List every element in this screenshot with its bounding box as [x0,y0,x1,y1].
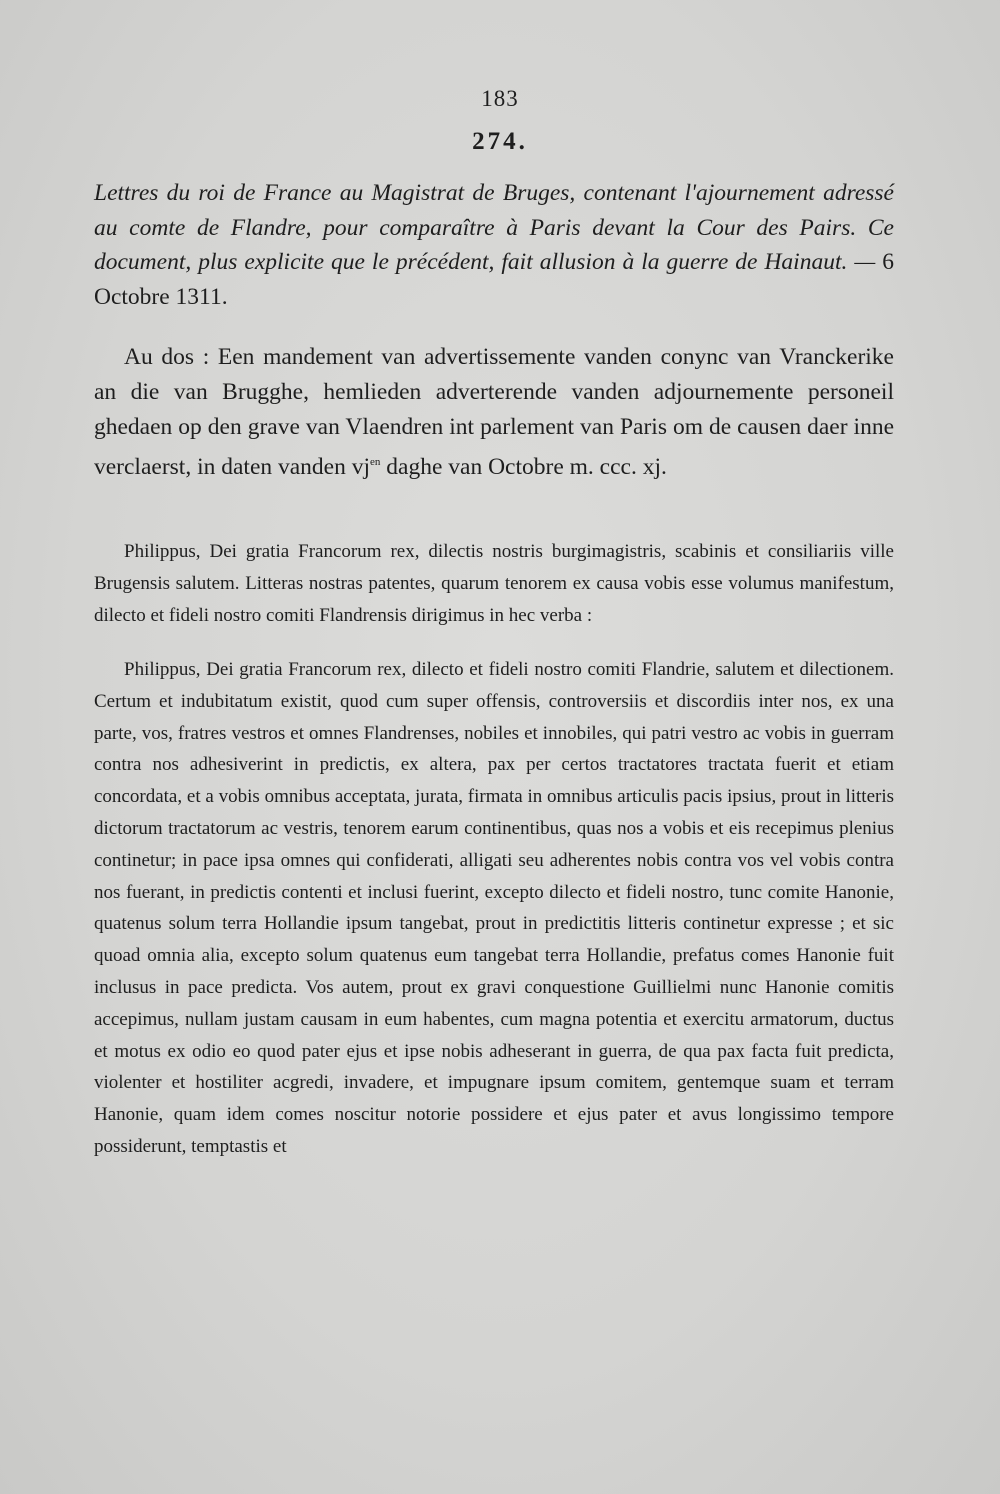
endorsement-text: Au dos : Een mandement van advertissemente vanden conync van Vranckerike an die van Brugghe, hemlieden adverterende vanden adjournemente personeil ghedaen op den grave van Vlaendren int parlement van Paris om de causen daer inne verclaerst, in daten vanden vj [94,344,894,480]
document-summary [94,176,894,314]
latin-paragraph-1: Philippus, Dei gratia Francorum rex, dilectis nostris burgimagistris, scabinis et consiliariis ville Brugensis salutem. Litteras nostras patentes, quarum tenorem ex causa vobis esse volumus manifestum, dilecto et fideli nostro comiti Flandrensis dirigimus in hec verba : [94,541,894,626]
endorsement-paragraph [94,340,894,485]
summary-text: Lettres du roi de France au Magistrat de Bruges, contenant l'ajournement adressé au comte de Flandre, pour comparaître à Paris devant la Cour des Pairs. Ce document, plus explicite que le précédent, fait allusion à la guerre de Hainaut. — [94,180,894,275]
document-number: 274. [472,128,528,155]
page-number: 183 [481,86,519,111]
endorsement-text-end: daghe van Octobre m. ccc. xj. [380,454,667,480]
endorsement-superscript: en [370,456,381,468]
summary-date: 6 Octobre 1311. [94,249,894,310]
latin-paragraph-2: Philippus, Dei gratia Francorum rex, dilecto et fideli nostro comiti Flandrie, salutem et dilectionem. Certum et indubitatum existit, quod cum super offensis, controversiis et discordiis inter nos, ex una parte, vos, fratres vestros et omnes Flandrenses, nobiles et innobiles, qui patri vestro ac vobis in guerram contra nos adhesiverint in predictis, ex altera, pax per certos tractatores tractata fuerit et etiam concordata, et a vobis omnibus acceptata, jurata, firmata in omnibus articulis pacis ipsius, prout in litteris dictorum tractatorum ac vestris, tenorem earum continentibus, quas nos a vobis et eis recepimus plenius continetur; in pace ipsa omnes qui confiderati, alligati seu adherentes nobis contra vos vel vobis contra nos fuerant, in predictis contenti et inclusi fuerint, excepto dilecto et fideli nostro, tunc comite Hanonie, quatenus solum terra Hollandie ipsum tangebat, prout in predictitis litteris continetur expresse ; et sic quoad omnia alia, excepto solum quatenus eum tangebat terra Hollandie, prefatus comes Hanonie fuit inclusus in pace predicta. Vos autem, prout ex gravi conquestione Guillielmi nunc Hanonie comitis accepimus, nullam justam causam in eum habentes, cum magna potentia et exercitu armatorum, ductus et motus ex odio eo quod pater ejus et ipse nobis adheserant in guerra, de qua pax facta fuit predicta, violenter et hostiliter acgredi, invadere, et impugnare ipsum comitem, gentemque suam et terram Hanonie, quam idem comes noscitur notorie possidere et ejus pater et avus longissimo tempore possiderunt, temptastis et [94,659,894,1157]
